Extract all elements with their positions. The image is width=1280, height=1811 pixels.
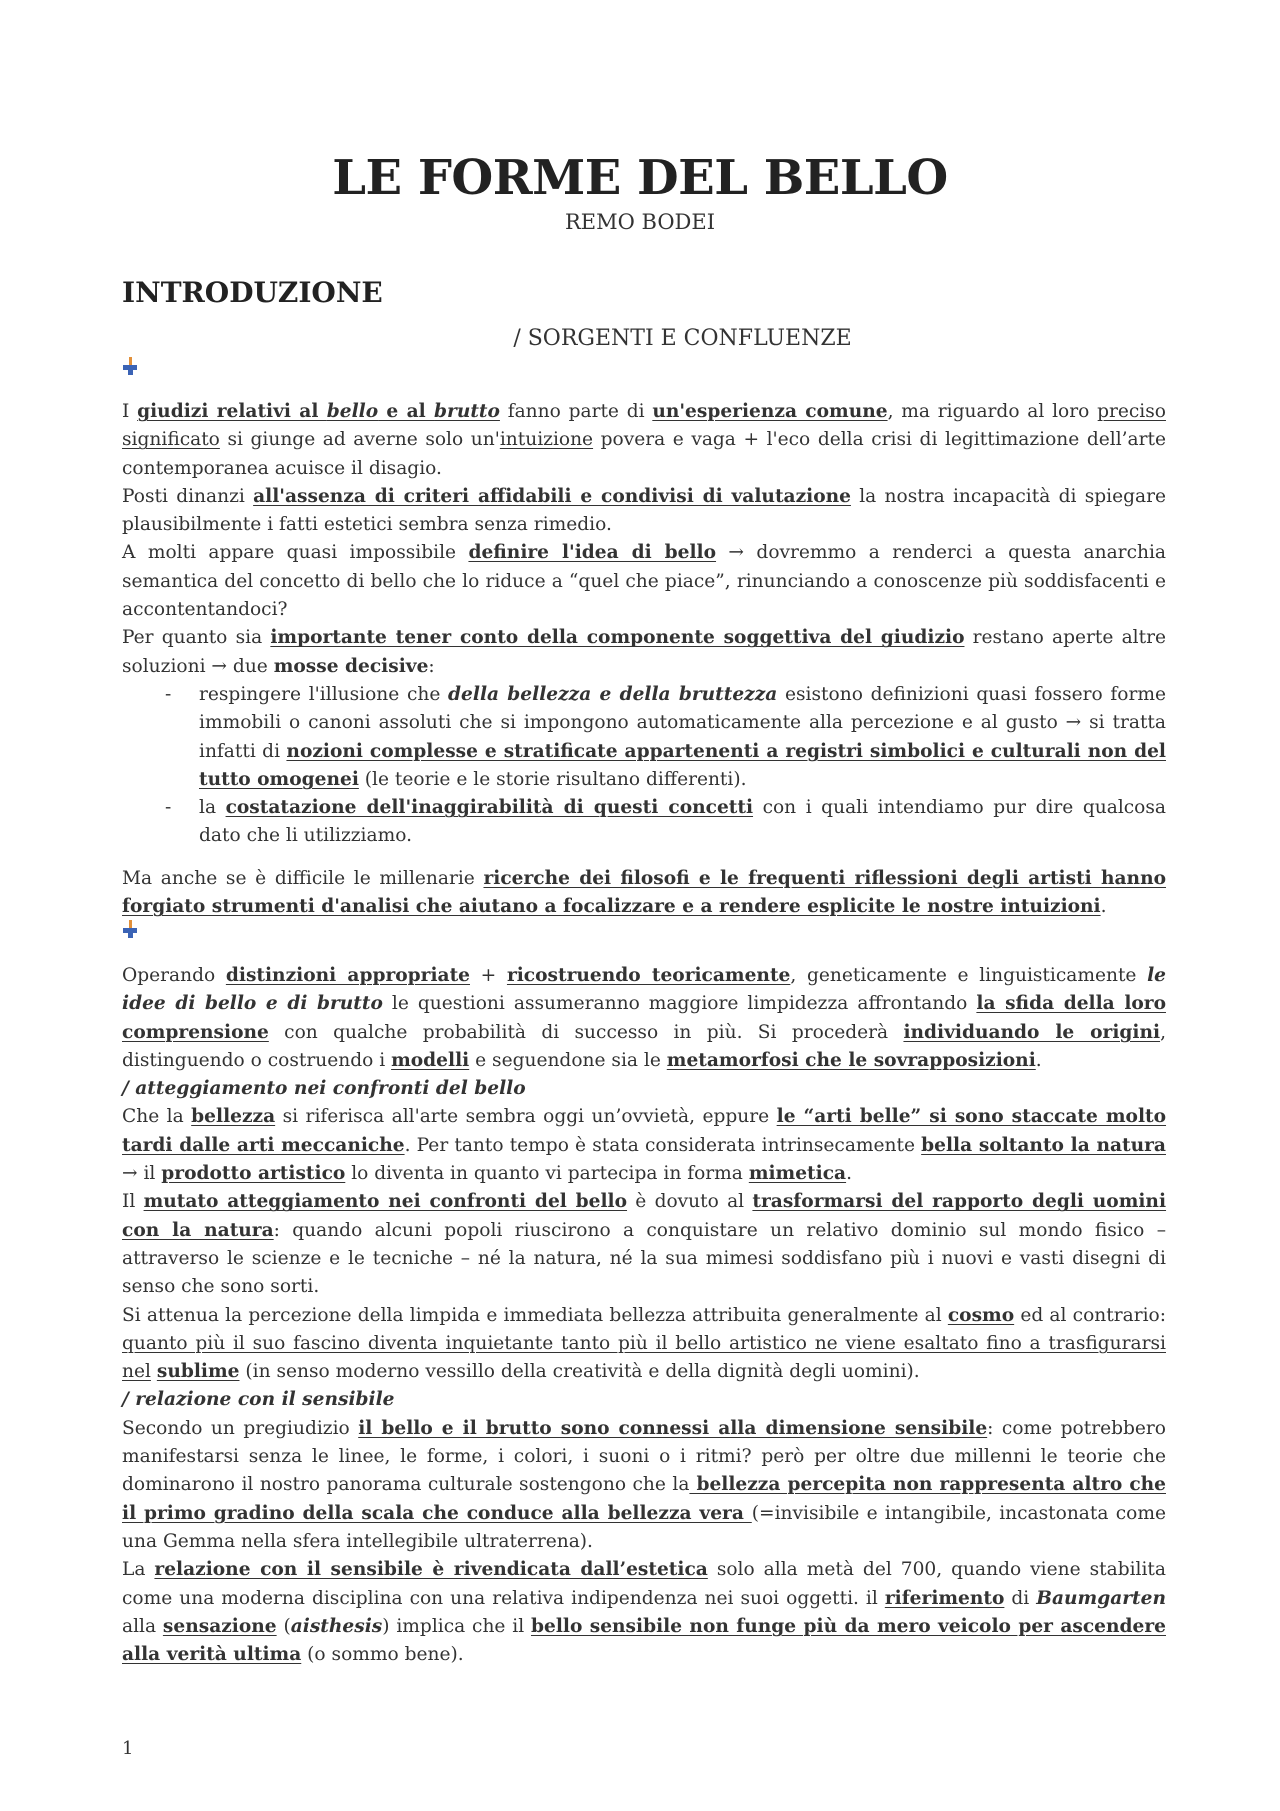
paragraph: La relazione con il sensibile è rivendicata dall’estetica solo alla metà del 700, quando viene stabilita come una moderna disciplina con una relativa indipendenza nei suoi oggetti. il riferimento di Baumgarten alla sensazione (aisthesis) implica che il bello sensibile non funge più da mero veicolo per ascendere alla verità ultima (o sommo bene).: [122, 1559, 1166, 1666]
list: [122, 681, 1166, 851]
paragraph: Il mutato atteggiamento nei confronti del bello è dovuto al trasformarsi del rapporto degli uomini con la natura: quando alcuni popoli riuscirono a conquistare un relativo dominio sul mondo fisico – attraverso le scienze e le tecniche – né la natura, né la sua mimesi soddisfano più i nuovi e vasti disegni di senso che sono sorti.: [122, 1191, 1167, 1298]
paragraph-block-2: [122, 962, 1166, 1669]
section-heading: INTRODUZIONE: [122, 276, 383, 309]
paragraph: Secondo un pregiudizio il bello e il brutto sono connessi alla dimensione sensibile: come potrebbero manifestarsi senza le linee, le forme, i colori, i suoni o i ritmi? però per oltre due millenni le teorie che dominarono il nostro panorama culturale sostengono che la bellezza percepita non rappresenta altro che il primo gradino della scala che conduce alla bellezza vera (=invisibile e intangibile, incastonata come una Gemma nella sfera intellegibile ultraterrena).: [122, 1417, 1166, 1552]
paragraph-subheading: / atteggiamento nei confronti del bello: [122, 1078, 526, 1100]
page-number: 1: [122, 1738, 134, 1759]
list-item: - respingere l'illusione che della bellezza e della bruttezza esistono definizioni quasi fossero forme immobili o canoni assoluti che si impongono automaticamente alla percezione e al gusto → si tratta infatti di nozioni complesse e stratificate appartenenti a registri simbolici e culturali non del tutto omogenei (le teorie e le storie risultano differenti).: [165, 683, 1167, 790]
paragraph: Per quanto sia importante tener conto della componente soggettiva del giudizio restano aperte altre soluzioni → due mosse decisive:: [122, 627, 1166, 677]
paragraph-subheading: / relazione con il sensibile: [122, 1389, 395, 1411]
pin-bullet-icon: [122, 920, 138, 938]
list-item: - la costatazione dell'inaggirabilità di questi concetti con i quali intendiamo pur dire qualcosa dato che li utilizziamo.: [165, 797, 1166, 847]
document-title: LE FORME DEL BELLO: [332, 150, 948, 206]
paragraph-block-1: [122, 398, 1166, 921]
pin-bullet-icon: [122, 357, 138, 375]
paragraph: Che la bellezza si riferisca all'arte sembra oggi un’ovvietà, eppure le “arti belle” si sono staccate molto tardi dalle arti meccaniche. Per tanto tempo è stata considerata intrinsecamente bella soltanto la natura → il prodotto artistico lo diventa in quanto vi partecipa in forma mimetica.: [122, 1106, 1167, 1185]
paragraph: I giudizi relativi al bello e al brutto fanno parte di un'esperienza comune, ma riguardo al loro preciso significato si giunge ad averne solo un'intuizione povera e vaga + l'eco della crisi di legittimazione dell’arte contemporanea acuisce il disagio.: [122, 401, 1166, 479]
paragraph: A molti appare quasi impossibile definire l'idea di bello → dovremmo a renderci a questa anarchia semantica del concetto di bello che lo riduce a “quel che piace”, rinunciando a conoscenze più soddisfacenti e accontentandoci?: [122, 542, 1166, 621]
paragraph: Ma anche se è difficile le millenarie ricerche dei filosofi e le frequenti riflessioni degli artisti hanno forgiato strumenti d'analisi che aiutano a focalizzare e a rendere esplicite le nostre intuizioni.: [122, 867, 1166, 918]
subsection-label: / SORGENTI E CONFLUENZE: [513, 326, 852, 351]
paragraph: Si attenua la percezione della limpida e immediata bellezza attribuita generalmente al cosmo ed al contrario: quanto più il suo fascino diventa inquietante tanto più il bello artistico ne viene esaltato fino a trasfigurarsi nel sublime (in senso moderno vessillo della creatività e della dignità degli uomini).: [122, 1304, 1166, 1383]
paragraph: Operando distinzioni appropriate + ricostruendo teoricamente, geneticamente e linguisticamente le idee di bello e di brutto le questioni assumeranno maggiore limpidezza affrontando la sfida della loro comprensione con qualche probabilità di successo in più. Si procederà individuando le origini, distinguendo o costruendo i modelli e seguendone sia le metamorfosi che le sovrapposizioni.: [122, 965, 1167, 1071]
document-author: REMO BODEI: [564, 210, 716, 234]
paragraph: Posti dinanzi all'assenza di criteri affidabili e condivisi di valutazione la nostra incapacità di spiegare plausibilmente i fatti estetici sembra senza rimedio.: [122, 485, 1166, 536]
